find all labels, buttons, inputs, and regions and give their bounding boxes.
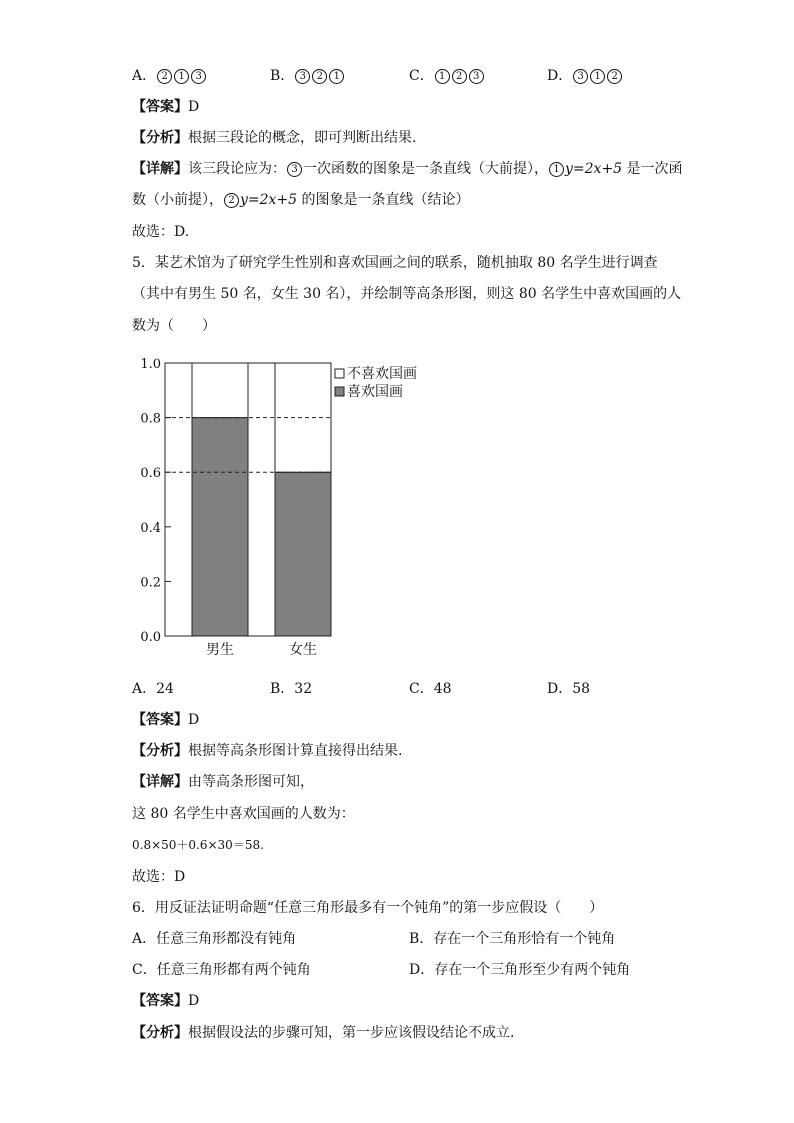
q6-answer: 【答案】D [132,993,200,1009]
q6-option-b: B．存在一个三角形恰有一个钝角 [409,931,616,947]
bar-liked [275,472,331,636]
q4-detail-line2: 数（小前提）， 2 y=2x+5 的图象是一条直线（结论） [132,192,470,208]
q6-stem: 6．用反证法证明命题“任意三角形最多有一个钝角”的第一步应假设（ ） [132,900,604,916]
legend-label: 不喜欢国画 [347,366,417,382]
q4-answer: 【答案】D [132,99,200,115]
circled-number: 1 [329,69,344,84]
q6-option-d: D．存在一个三角形至少有两个钝角 [409,962,631,978]
y-tick-label: 0.8 [140,411,161,427]
stacked-bar-chart [130,352,440,662]
q4-option-a: A． 2 1 3 [132,66,207,86]
q5-detail: 【详解】由等高条形图可知， [132,774,314,790]
circled-number: 2 [312,69,327,84]
q5-stem-line3: 数为（ ） [132,318,216,334]
q5-stem-line1: 5．某艺术馆为了研究学生性别和喜欢国画之间的联系，随机抽取 80 名学生进行调查 [132,255,658,271]
circled-number: 3 [287,162,302,177]
legend-swatch [335,387,344,396]
q4-option-d: D． 3 1 2 [547,66,623,86]
y-tick-label: 0.0 [140,630,161,645]
circled-number: 2 [452,69,467,84]
x-tick-label: 女生 [289,642,317,658]
circled-number: 2 [157,69,172,84]
bar-not-liked [192,363,248,418]
y-tick-label: 0.6 [140,466,161,482]
q4-detail-line1: 【详解】该三段论应为： 3 一次函数的图象是一条直线（大前提）， 1 y=2x+5 是一次函 [132,161,683,177]
legend-label: 喜欢国画 [347,384,403,400]
y-tick-label: 0.2 [140,575,161,591]
y-tick-label: 1.0 [140,357,161,372]
circled-number: 3 [469,69,484,84]
x-tick-label: 男生 [206,642,234,658]
q6-option-a: A．任意三角形都没有钝角 [132,931,297,947]
circled-number: 3 [295,69,310,84]
q5-formula: 0.8×50＋0.6×30＝58. [132,838,264,852]
q5-stem-line2: （其中有男生 50 名，女生 30 名），并绘制等高条形图，则这 80 名学生中喜欢国画的人 [132,286,682,302]
q5-option-d: D．58 [547,681,591,697]
q5-choose: 故选：D [132,869,186,885]
q5-analysis: 【分析】根据等高条形图计算直接得出结果. [132,743,403,759]
circled-number: 1 [590,69,605,84]
q5-option-a: A．24 [132,681,174,697]
q5-answer: 【答案】D [132,712,200,728]
q5-detail-line2: 这 80 名学生中喜欢国画的人数为： [132,806,355,822]
legend-swatch [335,369,344,378]
circled-number: 3 [191,69,206,84]
circled-number: 1 [435,69,450,84]
circled-number: 2 [607,69,622,84]
y-tick-label: 0.4 [140,520,161,536]
q4-option-c: C． 1 2 3 [409,66,485,86]
q4-analysis: 【分析】根据三段论的概念，即可判断出结果. [132,130,417,146]
q5-option-c: C．48 [409,681,452,697]
circled-number: 1 [174,69,189,84]
q6-analysis: 【分析】根据假设法的步骤可知，第一步应该假设结论不成立. [132,1025,515,1041]
q4-choose: 故选：D. [132,224,190,240]
circled-number: 2 [224,193,239,208]
q4-option-b: B． 3 2 1 [270,66,345,86]
circled-number: 1 [549,162,564,177]
q6-option-c: C．任意三角形都有两个钝角 [132,962,311,978]
bar-liked [192,418,248,636]
q5-option-b: B．32 [270,681,313,697]
circled-number: 3 [573,69,588,84]
